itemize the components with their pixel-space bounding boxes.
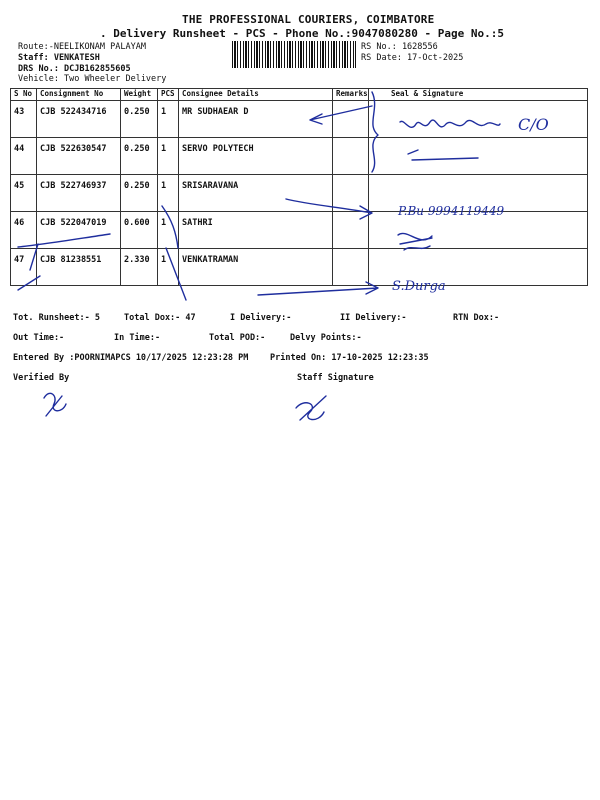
cell-weight: 0.250 <box>121 101 158 138</box>
rtn-dox: RTN Dox:- <box>453 313 500 323</box>
cell-pcs: 1 <box>158 101 179 138</box>
arrow-mark <box>286 199 372 219</box>
cell-consignee: MR SUDHAEAR D <box>179 101 333 138</box>
col-header-consignment: Consignment No <box>37 89 121 101</box>
drs-number: DRS No.: DCJB162855605 <box>18 64 131 74</box>
delvy-points: Delvy Points:- <box>290 333 362 343</box>
staff-signature-label: Staff Signature <box>297 373 374 383</box>
cell-consignee: VENKATRAMAN <box>179 249 333 286</box>
cell-consignee: SATHRI <box>179 212 333 249</box>
staff-signature-scrawl <box>296 396 326 420</box>
cell-sno: 44 <box>11 138 37 175</box>
cell-pcs: 1 <box>158 138 179 175</box>
handwritten-care-of: C/O <box>518 115 549 134</box>
cell-sno: 46 <box>11 212 37 249</box>
ii-delivery: II Delivery:- <box>340 313 407 323</box>
cell-weight: 0.250 <box>121 138 158 175</box>
signature-scribble <box>400 120 500 127</box>
handwritten-receiver-name: S.Durga <box>392 279 446 294</box>
rs-date: RS Date: 17-Oct-2025 <box>361 53 464 63</box>
cell-sno: 43 <box>11 101 37 138</box>
in-time: In Time:- <box>114 333 161 343</box>
col-header-remarks: Remarks <box>333 89 369 101</box>
runsheet-subtitle: . Delivery Runsheet - PCS - Phone No.:9047080280 - Page No.:5 <box>100 27 504 40</box>
col-header-consignee: Consignee Details <box>179 89 333 101</box>
out-time: Out Time:- <box>13 333 65 343</box>
col-header-sno: S No <box>11 89 37 101</box>
signature-scribble <box>398 233 432 250</box>
cell-consignee: SRISARAVANA <box>179 175 333 212</box>
cell-pcs: 1 <box>158 212 179 249</box>
bracket-mark <box>372 92 378 172</box>
cell-weight: 0.600 <box>121 212 158 249</box>
handwritten-receiver-phone: P.Bu 9994119449 <box>398 204 505 218</box>
cell-pcs: 1 <box>158 249 179 286</box>
vehicle-label: Vehicle: Two Wheeler Delivery <box>18 74 167 84</box>
cell-weight: 2.330 <box>121 249 158 286</box>
cell-pcs: 1 <box>158 175 179 212</box>
cell-weight: 0.250 <box>121 175 158 212</box>
cell-consignee: SERVO POLYTECH <box>179 138 333 175</box>
arrow-mark <box>310 106 372 124</box>
cell-consignment: CJB 522746937 <box>37 175 121 212</box>
col-header-signature: Seal & Signature <box>369 89 588 101</box>
strike-mark <box>18 234 110 270</box>
cell-consignment: CJB 81238551 <box>37 249 121 286</box>
total-pod: Total POD:- <box>209 333 266 343</box>
strike-mark <box>162 206 186 300</box>
verified-by: Verified By <box>13 373 70 383</box>
staff-label: Staff: VENKATESH <box>18 53 100 63</box>
arrow-mark <box>258 282 378 295</box>
tot-runsheet: Tot. Runsheet:- 5 <box>13 313 100 323</box>
route-label: Route:-NEELIKONAM PALAYAM <box>18 42 146 52</box>
rs-number: RS No.: 1628556 <box>361 42 438 52</box>
strike-mark <box>18 276 40 290</box>
entered-by: Entered By :POORNIMAPCS 10/17/2025 12:23:28 PM <box>13 353 249 363</box>
printed-on: Printed On: 17-10-2025 12:23:35 <box>270 353 429 363</box>
verified-signature <box>44 393 66 416</box>
cell-consignment: CJB 522047019 <box>37 212 121 249</box>
company-title: THE PROFESSIONAL COURIERS, COIMBATORE <box>182 13 435 26</box>
col-header-weight: Weight <box>121 89 158 101</box>
col-header-pcs: PCS <box>158 89 179 101</box>
total-dox: Total Dox:- 47 <box>124 313 196 323</box>
cell-sno: 45 <box>11 175 37 212</box>
cell-consignment: CJB 522630547 <box>37 138 121 175</box>
cell-consignment: CJB 522434716 <box>37 101 121 138</box>
i-delivery: I Delivery:- <box>230 313 292 323</box>
cell-sno: 47 <box>11 249 37 286</box>
signature-scribble <box>408 150 478 160</box>
